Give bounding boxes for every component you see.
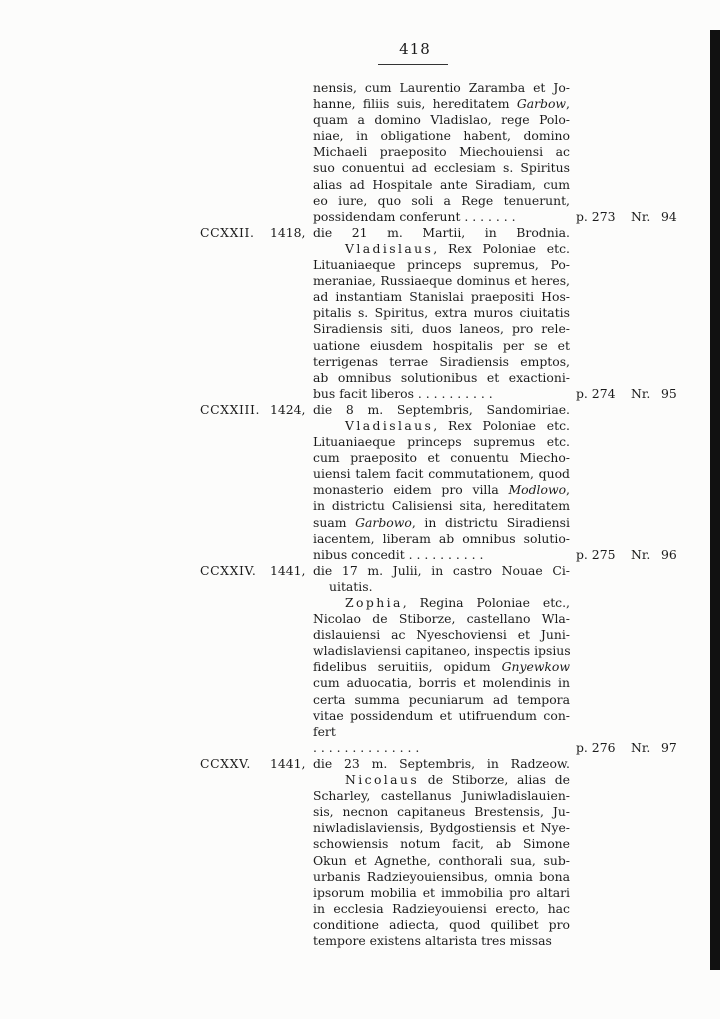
entry-year: 1424, xyxy=(270,402,306,417)
entry-reference xyxy=(576,208,677,224)
entry-roman: CCXXIII. xyxy=(200,402,261,417)
text-line: Okun et Agnethe, conthorali sua, sub- xyxy=(313,852,570,868)
text-line: Vladislaus, Rex Poloniae etc. xyxy=(345,417,570,433)
place-name: Garbow xyxy=(516,96,567,112)
text-line: fert xyxy=(313,723,336,739)
text-line: pitalis s. Spiritus, extra muros ciuitatis xyxy=(313,305,570,321)
text-line: terrigenas terrae Siradiensis emptos, xyxy=(313,353,570,369)
place-name: Modlowo xyxy=(508,482,567,498)
text-line: ab omnibus solutionibus et exactioni- xyxy=(313,369,570,385)
text-line: in districtu Calisiensi sita, hereditatem xyxy=(313,498,570,514)
ref-nr-label: Nr. xyxy=(631,546,651,562)
text-line: schowiensis notum facit, ab Simone xyxy=(313,836,570,852)
text-line: Lituaniaeque princeps supremus, Po- xyxy=(313,257,570,273)
ref-number: 94 xyxy=(661,208,677,224)
text-line: uatione eiusdem hospitalis per se et xyxy=(313,337,570,353)
spaced-name: Zophia xyxy=(345,595,403,610)
text-line: uitatis. xyxy=(329,578,373,594)
text-line: Scharley, castellanus Juniwladislauien- xyxy=(313,788,570,804)
entry-reference xyxy=(576,740,677,756)
text-line: Nicolaus de Stiborze, alias de xyxy=(345,772,570,788)
text-line: Lituaniaeque princeps supremus etc. xyxy=(313,434,570,450)
ref-page: p. 274 xyxy=(576,385,616,401)
text-line: eo iure, quo soli a Rege tenuerunt, xyxy=(313,192,570,208)
text-line: niwladislaviensis, Bydgostiensis et Nye- xyxy=(313,820,570,836)
text-line: niae, in obligatione habent, domino xyxy=(313,128,570,144)
ref-page: p. 275 xyxy=(576,546,616,562)
ref-number: 95 xyxy=(661,385,677,401)
page-number: 418 xyxy=(399,40,431,58)
ref-page: p. 276 xyxy=(576,740,616,756)
ref-page: p. 273 xyxy=(576,208,616,224)
text-line: dislauiensi ac Nyeschoviensi et Juni- xyxy=(313,627,570,643)
entry-reference xyxy=(576,385,677,401)
place-name: Garbowo xyxy=(355,514,412,530)
text-line: die 8 m. Septembris, Sandomiriae. xyxy=(313,401,570,417)
spaced-name: Vladislaus xyxy=(345,417,434,433)
text-line: suo conuentui ad ecclesiam s. Spiritus xyxy=(313,160,570,176)
body-text xyxy=(313,80,570,949)
text-line: Nicolao de Stiborze, castellano Wla- xyxy=(313,611,570,627)
text-line: hanne, filiis suis, hereditatem Garbow, xyxy=(313,96,570,112)
entry-year: 1441, xyxy=(270,756,306,772)
entry-number xyxy=(200,756,306,772)
text-line: urbanis Radzieyouiensibus, omnia bona xyxy=(313,868,570,884)
text-line: certa summa pecuniarum ad tempora xyxy=(313,691,570,707)
text-line: die 17 m. Julii, in castro Nouae Ci- xyxy=(313,562,570,578)
ref-nr-label: Nr. xyxy=(631,385,651,401)
text-line: conditione adiecta, quod quilibet pro xyxy=(313,916,570,932)
text-line: iacentem, liberam ab omnibus solutio- xyxy=(313,530,570,546)
text-line: cum aduocatia, borris et molendinis in xyxy=(313,675,570,691)
ref-number: 96 xyxy=(661,546,677,562)
entry-roman: CCXXIV. xyxy=(200,563,257,578)
entry-number xyxy=(200,563,306,578)
text-line: die 21 m. Martii, in Brodnia. xyxy=(313,224,570,240)
text-line: ad instantiam Stanislai praepositi Hos- xyxy=(313,289,570,305)
spaced-name: Nicolaus xyxy=(345,772,420,788)
entry-year: 1441, xyxy=(270,563,306,578)
text-line: quam a domino Vladislao, rege Polo- xyxy=(313,112,570,128)
entry-reference xyxy=(576,546,677,562)
entry-roman: CCXXV. xyxy=(200,756,251,772)
text-line: die 23 m. Septembris, in Radzeow. xyxy=(313,755,570,771)
text-line: Michaeli praeposito Miechouiensi ac xyxy=(313,144,570,160)
text-line: suam Garbowo, in districtu Siradiensi xyxy=(313,514,570,530)
text-line: nibus concedit . . . . . . . . . . xyxy=(313,546,484,562)
ref-nr-label: Nr. xyxy=(631,740,651,756)
text-line: bus facit liberos . . . . . . . . . . xyxy=(313,385,493,401)
text-line: fidelibus seruitiis, opidum Gnyewkow xyxy=(313,659,570,675)
place-name: Gnyewkow xyxy=(501,659,570,675)
ref-number: 97 xyxy=(661,740,677,756)
text-line: alias ad Hospitale ante Siradiam, cum xyxy=(313,176,570,192)
text-line: Zophia, Regina Poloniae etc., xyxy=(345,595,570,610)
header-rule xyxy=(378,64,448,65)
entry-number xyxy=(200,402,306,417)
page-edge-shadow xyxy=(710,30,720,970)
text-line: ipsorum mobilia et immobilia pro altari xyxy=(313,884,570,900)
text-line: tempore existens altarista tres missas xyxy=(313,932,552,948)
text-line: possidendam conferunt . . . . . . . xyxy=(313,208,516,224)
text-line: nensis, cum Laurentio Zaramba et Jo- xyxy=(313,80,570,95)
entry-number xyxy=(200,224,306,240)
entry-roman: CCXXII. xyxy=(200,224,255,240)
text-line: uiensi talem facit commutationem, quod xyxy=(313,466,570,482)
text-line: wladislaviensi capitaneo, inspectis ipsius xyxy=(313,643,571,659)
text-line: cum praeposito et conuentu Miecho- xyxy=(313,450,570,466)
text-line: sis, necnon capitaneus Brestensis, Ju- xyxy=(313,804,570,820)
text-line: meraniae, Russiaeque dominus et heres, xyxy=(313,273,570,289)
ref-nr-label: Nr. xyxy=(631,208,651,224)
text-line: in ecclesia Radzieyouiensi erecto, hac xyxy=(313,900,570,916)
text-line: Siradiensis siti, duos laneos, pro rele- xyxy=(313,321,570,337)
spaced-name: Vladislaus xyxy=(345,240,434,256)
text-line: Vladislaus, Rex Poloniae etc. xyxy=(345,240,570,256)
text-line: . . . . . . . . . . . . . . xyxy=(313,739,420,755)
text-line: monasterio eidem pro villa Modlowo, xyxy=(313,482,570,498)
entry-year: 1418, xyxy=(270,224,306,240)
text-line: vitae possidendum et utifruendum con- xyxy=(313,707,570,723)
